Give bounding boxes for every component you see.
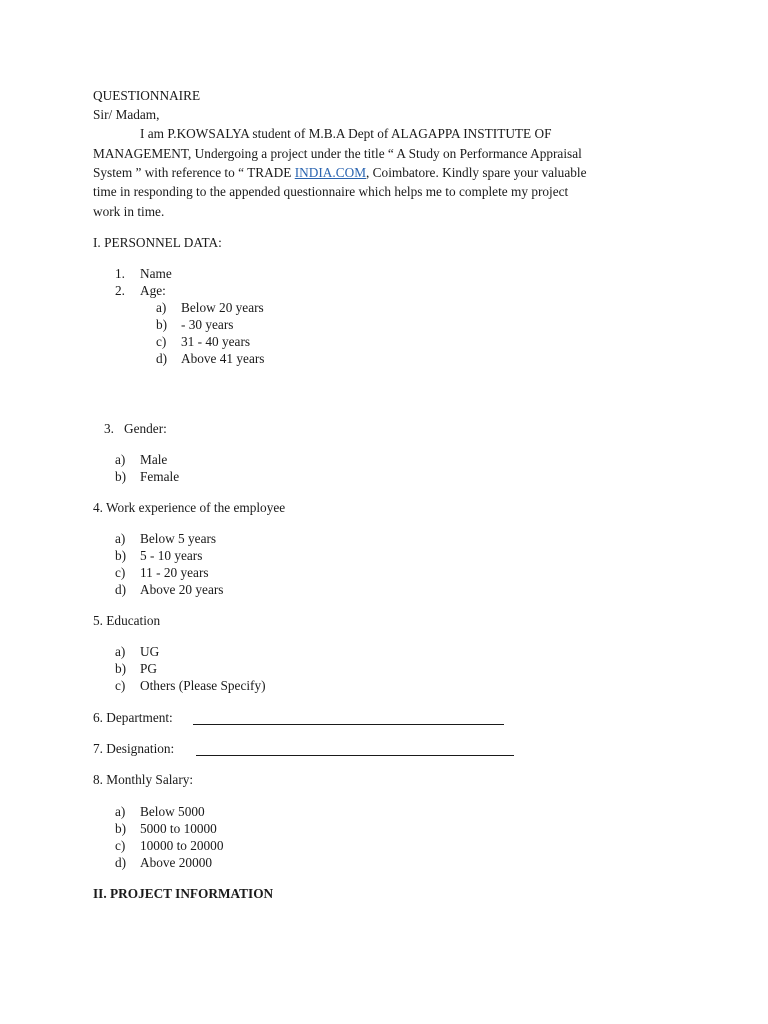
intro-line-1: I am P.KOWSALYA student of M.B.A Dept of ALAGAPPA INSTITUTE OF — [140, 126, 552, 141]
q8-option-text: 10000 to 20000 — [140, 838, 224, 853]
q4-option-text: Above 20 years — [140, 582, 224, 597]
q4-option-letter: a) — [115, 531, 126, 546]
q8-option-text: 5000 to 10000 — [140, 821, 217, 836]
q8-option-letter: a) — [115, 804, 126, 819]
q2-option-letter: c) — [156, 334, 167, 349]
q5-option-letter: a) — [115, 644, 126, 659]
q2-option-text: - 30 years — [181, 317, 234, 332]
q2-option-letter: d) — [156, 351, 168, 366]
q2-option-text: Above 41 years — [181, 351, 265, 366]
q5-option-letter: c) — [115, 678, 126, 693]
q2-label: Age: — [140, 283, 166, 298]
intro-line-3 — [93, 166, 586, 179]
q6-label: 6. Department: — [93, 710, 173, 725]
intro-line-5: work in time. — [93, 204, 165, 219]
q2-number: 2. — [115, 283, 125, 298]
salutation: Sir/ Madam, — [93, 107, 160, 122]
q8-option-text: Below 5000 — [140, 804, 205, 819]
q8-option-letter: d) — [115, 855, 127, 870]
intro-line-2: MANAGEMENT, Undergoing a project under the title “ A Study on Performance Appraisal — [93, 146, 582, 161]
q4-option-text: 11 - 20 years — [140, 565, 209, 580]
q5-option-text: Others (Please Specify) — [140, 678, 266, 693]
q4-option-letter: c) — [115, 565, 126, 580]
q1-number: 1. — [115, 266, 125, 281]
q5-option-text: UG — [140, 644, 160, 659]
q8-label: 8. Monthly Salary: — [93, 772, 194, 787]
department-blank-line[interactable] — [193, 712, 504, 725]
q5-label: 5. Education — [93, 613, 161, 628]
document-title: QUESTIONNAIRE — [93, 88, 201, 103]
q4-label: 4. Work experience of the employee — [93, 500, 286, 515]
q8-option-letter: c) — [115, 838, 126, 853]
designation-blank-line[interactable] — [196, 743, 514, 756]
q8-option-letter: b) — [115, 821, 127, 836]
q7-label: 7. Designation: — [93, 741, 175, 756]
trade-india-link[interactable]: INDIA.COM — [294, 165, 367, 180]
q4-option-letter: b) — [115, 548, 127, 563]
intro-line-3-end: , Coimbatore. Kindly spare your valuable — [366, 165, 587, 180]
q3-option-text: Male — [140, 452, 168, 467]
q3-option-text: Female — [140, 469, 180, 484]
q8-option-text: Above 20000 — [140, 855, 213, 870]
intro-line-3-text: System ” with reference to “ TRADE — [93, 165, 295, 180]
q4-option-text: Below 5 years — [140, 531, 217, 546]
q3-label: Gender: — [124, 421, 167, 436]
q2-option-letter: a) — [156, 300, 167, 315]
q5-option-text: PG — [140, 661, 157, 676]
intro-line-4: time in responding to the appended questionnaire which helps me to complete my project — [93, 184, 569, 199]
q1-label: Name — [140, 266, 172, 281]
q5-option-letter: b) — [115, 661, 127, 676]
q3-number: 3. — [104, 421, 114, 436]
section-project-information: II. PROJECT INFORMATION — [93, 886, 274, 901]
q3-option-letter: a) — [115, 452, 126, 467]
section-personnel-data: I. PERSONNEL DATA: — [93, 235, 222, 250]
q4-option-text: 5 - 10 years — [140, 548, 203, 563]
q3-option-letter: b) — [115, 469, 127, 484]
q2-option-text: Below 20 years — [181, 300, 264, 315]
q2-option-text: 31 - 40 years — [181, 334, 251, 349]
q4-option-letter: d) — [115, 582, 127, 597]
q2-option-letter: b) — [156, 317, 168, 332]
